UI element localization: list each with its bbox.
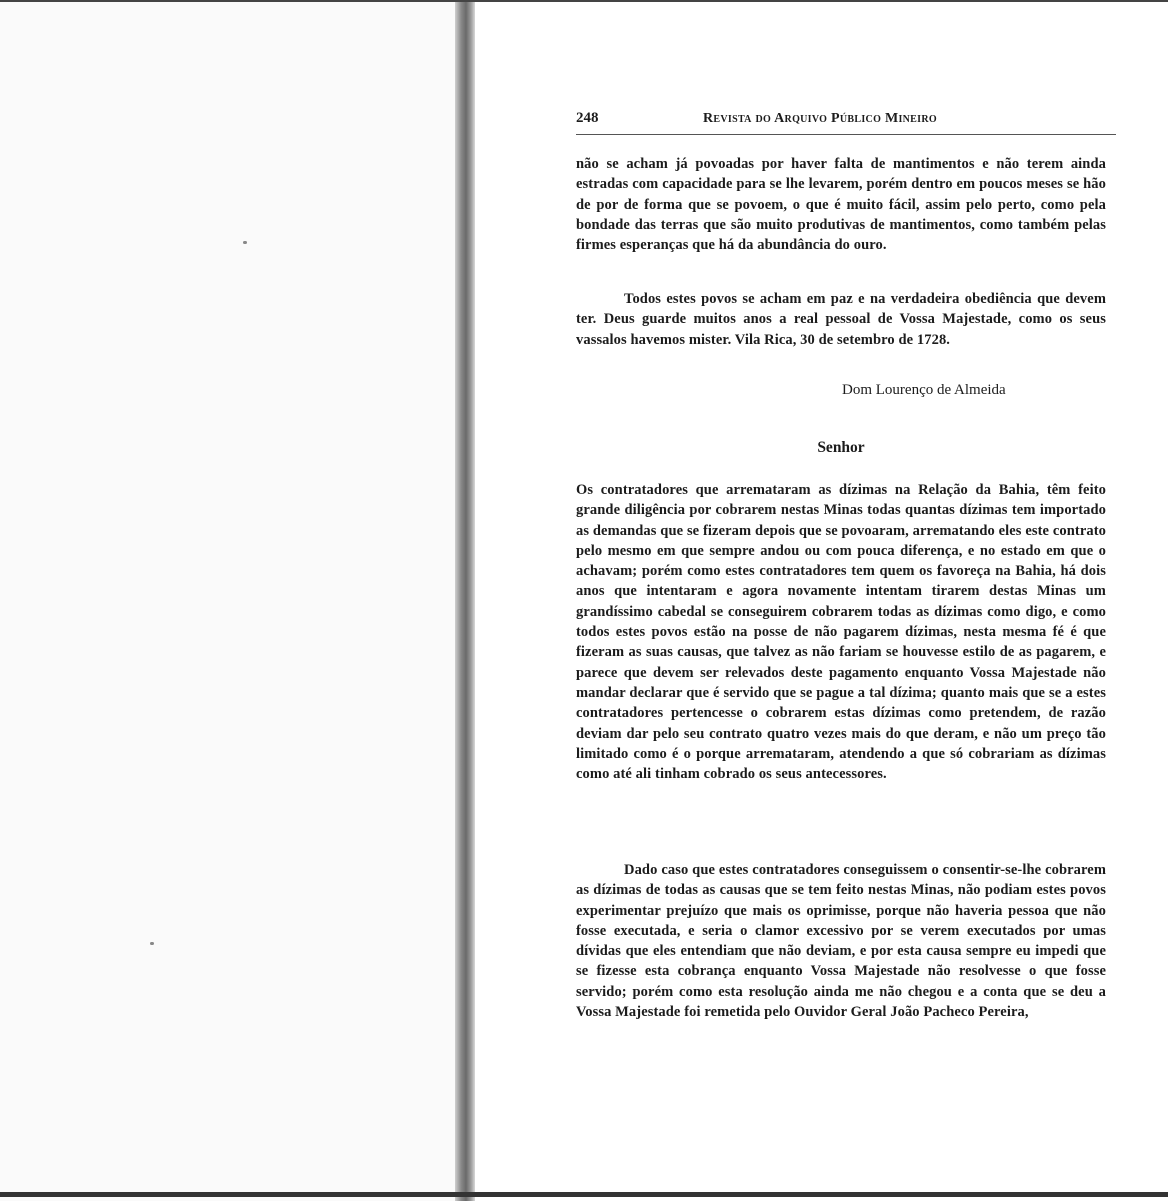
book-gutter — [455, 0, 475, 1201]
right-page — [476, 0, 1168, 1201]
section-title: Senhor — [817, 439, 865, 456]
paragraph-2: Todos estes povos se acham em paz e na verdadeira obediência que devem ter. Deus guarde muitos anos a real pessoal de Vossa Majestade, como os seus vassalos havemos mister. Vila Rica, 30 de setembro de 1728. — [576, 291, 1106, 348]
paragraph-4: Dado caso que estes contratadores conseguissem o consentir-se-lhe cobrarem as dízimas de todas as causas que se tem feito nestas Minas, não podiam estes povos experimentar prejuízo que mais os oprimisse, porque não haveria pessoa que não fosse executada, e seria o clamor excessivo por se verem executados por umas dívidas que eles entendiam que não deviam, e por esta causa sempre eu impedi que se fizesse esta cobrança enquanto Vossa Majestade não resolvesse o que fosse servido; porém como esta resolução ainda me não chegou e a conta que se deu a Vossa Majestade foi remetida pelo Ouvidor Geral João Pacheco Pereira, — [576, 862, 1106, 1021]
page-speck — [243, 241, 247, 244]
page-header — [576, 108, 1116, 135]
paragraph-3: Os contratadores que arremataram as dízimas na Relação da Bahia, têm feito grande diligência por cobrarem nestas Minas todas quantas dízimas tem importado as demandas que se fizeram depois que se povoaram, arrematando eles este contrato pelo mesmo em que sempre andou ou com pouca diferença, e no estado em que o achavam; porém como estes contratadores tem quem os favoreça na Bahia, há dois anos que intentaram e agora novamente intentam tirarem destas Minas um grandíssimo cabedal se conseguirem cobrarem todas as dízimas como digo, e como todos estes povos estão na posse de não pagarem dízimas, nesta mesma fé é que fizeram as suas causas, que talvez as não fariam se houvesse estilo de as pagarem, e parece que devem ser relevados deste pagamento enquanto Vossa Majestade não mandar declarar que é servido que se pague a tal dízima; quanto mais que se a estes contratadores pertencesse o cobrarem estas dízimas como pretendem, de razão deviam dar pelo seu contrato quatro vezes mais do que deram, e não um preço tão limitado como é o porque arremataram, atendendo a que só cobrariam as dízimas como até ali tinham cobrado os seus antecessores. — [576, 482, 1106, 783]
paragraph-1: não se acham já povoadas por haver falta de mantimentos e não terem ainda estradas com capacidade para se lhe levarem, porém dentro em poucos meses se hão de por de forma que se povoem, o que é muito fácil, assim pelo perto, como pela bondade das terras que são muito produtivas de mantimentos, como também pelas firmes esperanças que há da abundância do ouro. — [576, 156, 1106, 254]
page-number: 248 — [576, 110, 599, 126]
running-title: Revista do Arquivo Público Mineiro — [703, 111, 937, 126]
page-speck — [150, 942, 154, 945]
left-page-blank — [0, 0, 455, 1201]
signature: Dom Lourenço de Almeida — [842, 382, 1006, 398]
